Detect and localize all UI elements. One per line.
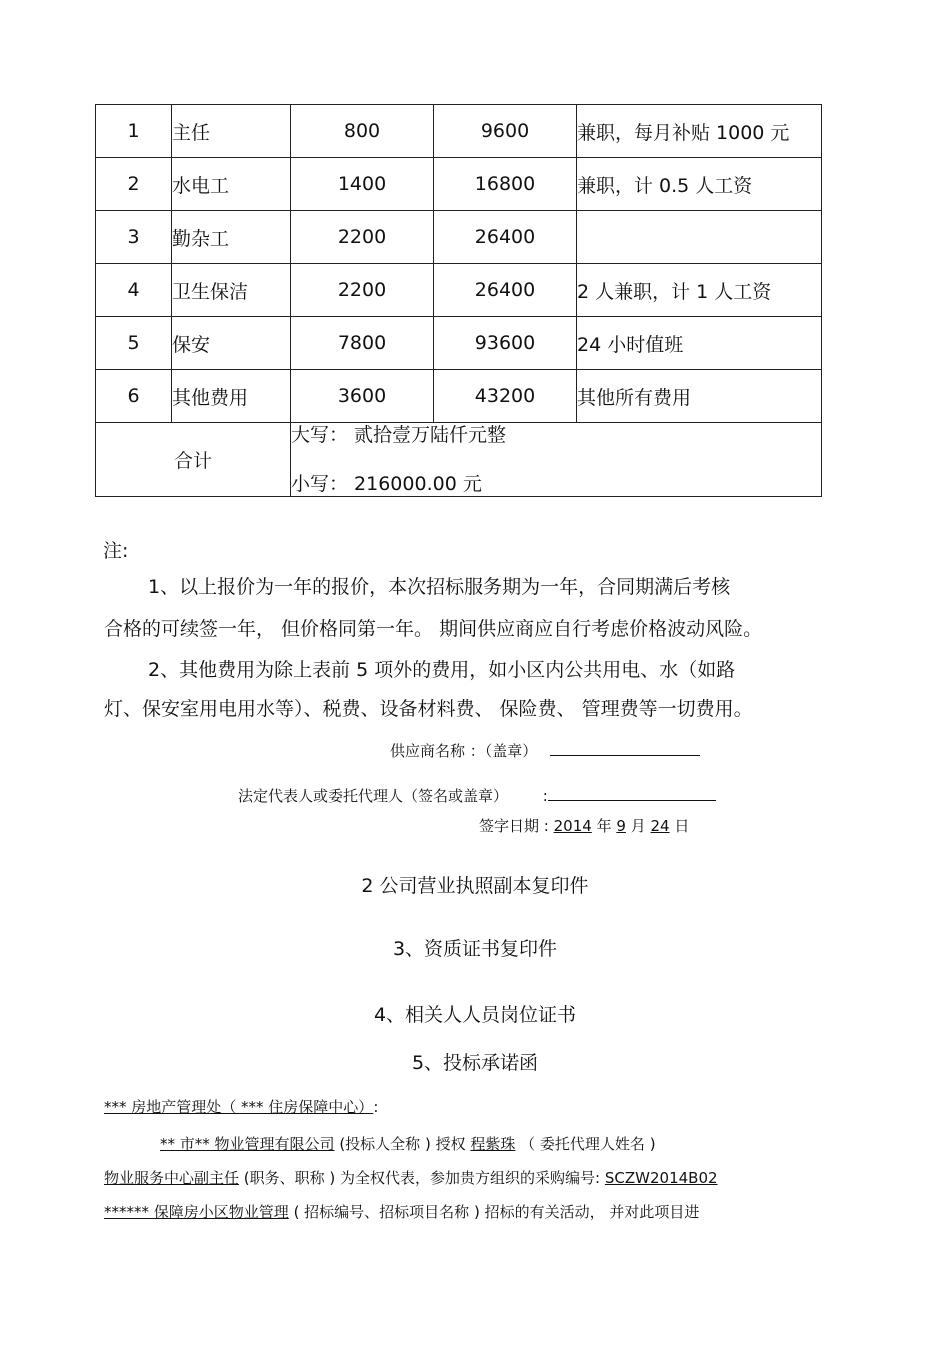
bidder-name-note: (投标人全称 ) 授权 [339, 1135, 466, 1153]
row-note: 2 人兼职，计 1 人工资 [577, 264, 822, 317]
row-item-name: 保安 [172, 317, 291, 370]
section-heading-staff-certificates: 4、相关人人员岗位证书 [373, 1004, 577, 1026]
row-monthly-amount: 7800 [291, 317, 434, 370]
row-note: 兼职，每月补贴 1000 元 [577, 105, 822, 158]
signing-date-day-unit: 日 [674, 817, 690, 835]
row-item-name: 其他费用 [172, 370, 291, 423]
authorized-agent-name: 程紫珠 [470, 1135, 516, 1153]
agent-name-note: （ 委托代理人姓名 ) [520, 1135, 656, 1153]
note-2-line-1: 2、其他费用为除上表前 5 项外的费用，如小区内公共用电、水（如路 [148, 659, 736, 681]
row-item-name: 勤杂工 [172, 211, 291, 264]
row-monthly-amount: 2200 [291, 211, 434, 264]
row-monthly-amount: 800 [291, 105, 434, 158]
representative-label: 法定代表人或委托代理人（签名或盖章） [238, 787, 509, 805]
total-amount-cell [291, 423, 822, 497]
letter-line-3-text: (职务、职称 ) 为全权代表，参加贵方组织的采购编号: [243, 1169, 601, 1187]
row-number: 4 [96, 264, 172, 317]
addressee-colon: : [373, 1098, 379, 1116]
row-note: 其他所有费用 [577, 370, 822, 423]
row-number: 3 [96, 211, 172, 264]
note-2-line-2: 灯、保安室用电用水等）、税费、设备材料费、 保险费、 管理费等一切费用。 [104, 698, 753, 720]
row-note [577, 211, 822, 264]
row-yearly-amount: 93600 [434, 317, 577, 370]
row-yearly-amount: 9600 [434, 105, 577, 158]
signing-date-label: 签字日期 : [479, 817, 549, 835]
procurement-code: SCZW2014B02 [604, 1169, 718, 1187]
table-row [96, 158, 822, 211]
section-heading-business-license: 2 公司营业执照副本复印件 [361, 875, 589, 897]
section-heading-commitment-letter: 5、投标承诺函 [411, 1052, 539, 1074]
row-note: 24 小时值班 [577, 317, 822, 370]
row-number: 6 [96, 370, 172, 423]
row-number: 1 [96, 105, 172, 158]
row-yearly-amount: 43200 [434, 370, 577, 423]
representative-line [238, 785, 716, 806]
representative-colon: : [542, 787, 548, 805]
representative-blank [548, 786, 716, 801]
table-row [96, 211, 822, 264]
table-row [96, 317, 822, 370]
letter-line-4 [104, 1201, 699, 1222]
row-number: 2 [96, 158, 172, 211]
table-row [96, 264, 822, 317]
signing-date-day: 24 [650, 817, 670, 835]
notes-label: 注: [103, 540, 129, 562]
signing-date-month: 9 [616, 817, 626, 835]
letter-addressee [104, 1096, 378, 1117]
cost-table [95, 104, 822, 497]
signing-date-year: 2014 [553, 817, 592, 835]
row-monthly-amount: 3600 [291, 370, 434, 423]
section-heading-qualification: 3、资质证书复印件 [392, 938, 558, 960]
row-item-name: 水电工 [172, 158, 291, 211]
addressee-name: *** 房地产管理处（ *** 住房保障中心） [104, 1098, 374, 1116]
row-number: 5 [96, 317, 172, 370]
row-item-name: 主任 [172, 105, 291, 158]
row-yearly-amount: 16800 [434, 158, 577, 211]
note-1-line-2: 合格的可续签一年， 但价格同第一年。 期间供应商应自行考虑价格波动风险。 [104, 618, 763, 640]
project-name: ****** 保障房小区物业管理 [104, 1203, 289, 1221]
signing-date-month-unit: 月 [630, 817, 646, 835]
total-amount-lower: 小写： 216000.00 元 [291, 473, 482, 495]
supplier-name-blank [550, 741, 700, 756]
row-monthly-amount: 1400 [291, 158, 434, 211]
letter-line-2 [160, 1133, 656, 1154]
table-row [96, 105, 822, 158]
note-1-line-1: 1、以上报价为一年的报价，本次招标服务期为一年，合同期满后考核 [148, 576, 731, 598]
row-monthly-amount: 2200 [291, 264, 434, 317]
row-item-name: 卫生保洁 [172, 264, 291, 317]
row-yearly-amount: 26400 [434, 211, 577, 264]
supplier-name-line [390, 740, 700, 761]
signing-date-line [479, 815, 689, 836]
bidder-full-name: ** 市** 物业管理有限公司 [160, 1135, 335, 1153]
letter-line-3 [104, 1167, 718, 1188]
letter-line-4-text: ( 招标编号、招标项目名称 ) 招标的有关活动， 并对此项目进 [293, 1203, 700, 1221]
signing-date-year-unit: 年 [596, 817, 612, 835]
supplier-name-label: 供应商名称 ：（盖章） [390, 742, 538, 760]
row-note: 兼职，计 0.5 人工资 [577, 158, 822, 211]
table-row [96, 370, 822, 423]
total-amount-upper: 大写： 贰拾壹万陆仟元整 [291, 424, 507, 446]
cost-table-body [96, 105, 822, 497]
agent-job-title: 物业服务中心副主任 [104, 1169, 240, 1187]
total-label: 合计 [96, 423, 291, 497]
row-yearly-amount: 26400 [434, 264, 577, 317]
total-row [96, 423, 822, 497]
